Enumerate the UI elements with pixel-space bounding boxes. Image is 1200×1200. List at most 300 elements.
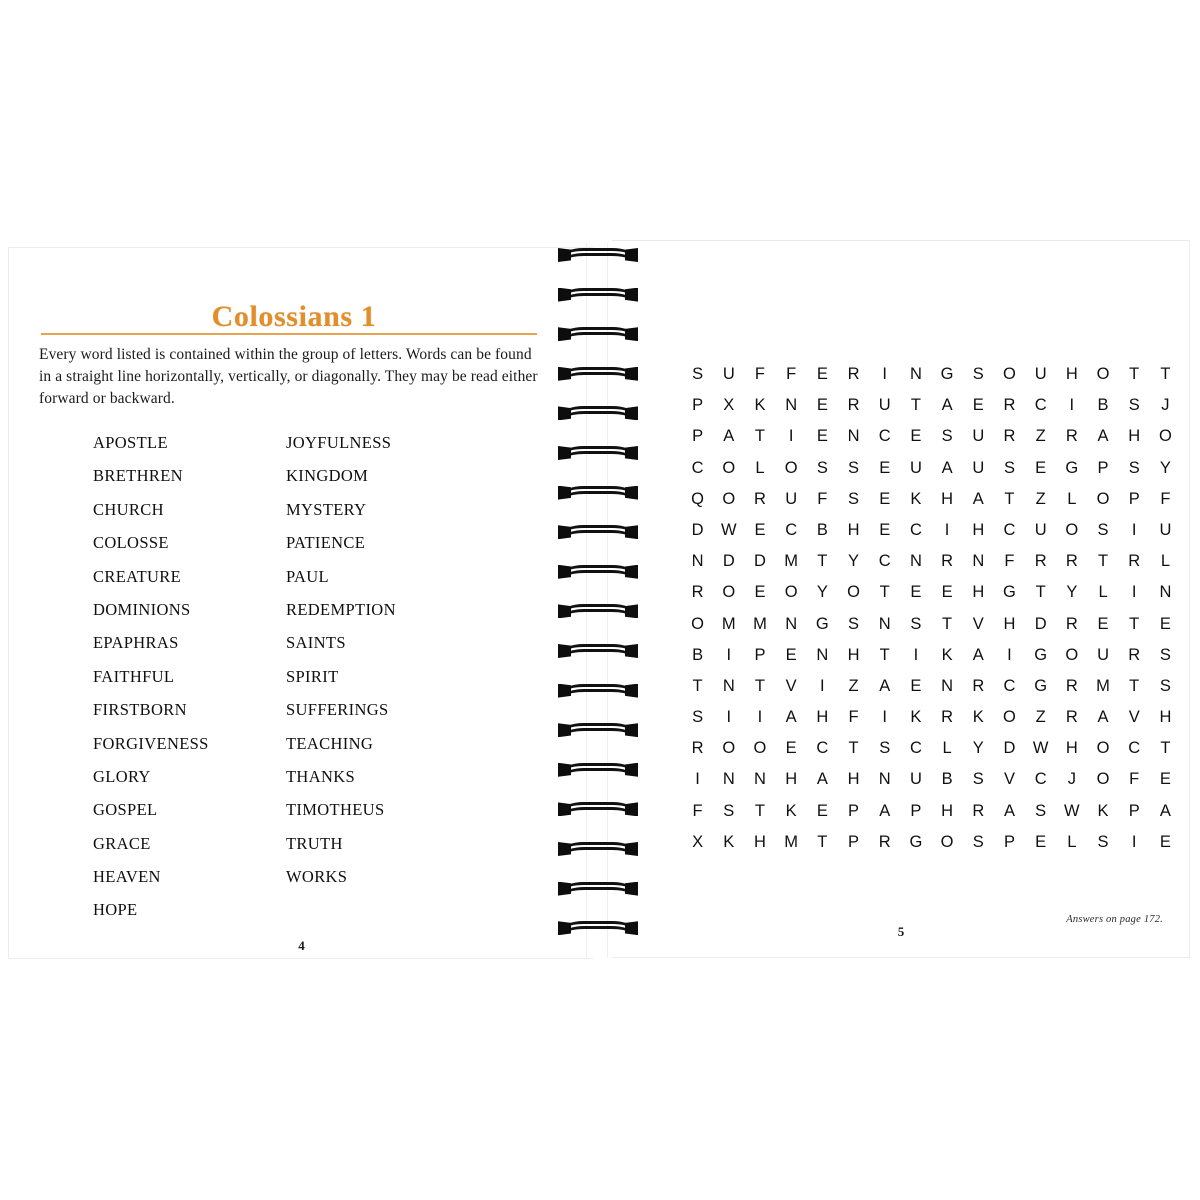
letter-grid-cell: A bbox=[879, 676, 891, 695]
letter-grid-cell: I bbox=[1069, 396, 1075, 415]
letter-grid-cell: I bbox=[1131, 583, 1137, 602]
letter-grid-cell: C bbox=[691, 458, 704, 477]
letter-grid-cell: O bbox=[940, 832, 954, 851]
coil-wire-inner bbox=[565, 530, 631, 543]
letter-grid-cell: S bbox=[972, 832, 984, 851]
letter-grid-cell: T bbox=[1160, 365, 1171, 383]
letter-grid-row bbox=[682, 453, 1181, 484]
letter-grid-cell: F bbox=[817, 489, 828, 508]
right-page bbox=[612, 240, 1190, 958]
letter-grid-cell: T bbox=[1129, 365, 1140, 383]
coil-end-left bbox=[558, 525, 571, 539]
coil-end-left bbox=[558, 604, 571, 618]
letter-grid-cell: N bbox=[722, 676, 735, 695]
letter-grid-cell: K bbox=[941, 645, 953, 664]
letter-grid-cell: S bbox=[848, 614, 860, 633]
word-list-item: HEAVEN bbox=[93, 867, 161, 887]
letter-grid-cell: R bbox=[1128, 645, 1141, 664]
letter-grid-cell: C bbox=[1003, 676, 1016, 695]
letter-grid-cell: C bbox=[909, 520, 922, 539]
word-list-item: TEACHING bbox=[286, 733, 374, 753]
coil-end-right bbox=[625, 565, 638, 579]
coil-end-right bbox=[625, 684, 638, 698]
coil-end-right bbox=[625, 248, 638, 262]
letter-grid-row bbox=[682, 671, 1181, 702]
letter-grid-cell: N bbox=[1159, 583, 1172, 602]
coil-end-right bbox=[625, 763, 638, 777]
spiral-coil bbox=[556, 445, 640, 467]
coil-end-right bbox=[625, 525, 638, 539]
spiral-coil bbox=[556, 762, 640, 784]
spiral-coil bbox=[556, 920, 640, 942]
letter-grid-cell: R bbox=[691, 739, 704, 758]
spiral-binding bbox=[556, 243, 646, 958]
spiral-coil bbox=[556, 326, 640, 348]
coil-wire-inner bbox=[565, 332, 631, 345]
coil-wire-inner bbox=[565, 609, 631, 622]
letter-grid-cell: I bbox=[726, 645, 732, 664]
coil-end-right bbox=[625, 367, 638, 381]
letter-grid-cell: T bbox=[848, 739, 859, 758]
letter-grid-cell: R bbox=[941, 552, 954, 571]
letter-grid-cell: A bbox=[879, 801, 891, 820]
coil-wire-inner bbox=[565, 768, 631, 781]
coil-end-left bbox=[558, 446, 571, 460]
letter-grid-cell: B bbox=[1097, 396, 1109, 415]
letter-grid-cell: Q bbox=[691, 489, 705, 508]
letter-grid-cell: A bbox=[972, 489, 984, 508]
letter-grid-cell: T bbox=[1129, 614, 1140, 633]
letter-grid-cell: H bbox=[1159, 708, 1172, 727]
letter-grid-cell: P bbox=[1097, 458, 1109, 477]
letter-grid-cell: O bbox=[722, 489, 736, 508]
letter-grid-cell: O bbox=[722, 583, 736, 602]
coil-end-right bbox=[625, 446, 638, 460]
letter-grid-cell: Z bbox=[1035, 489, 1046, 508]
letter-grid-cell: C bbox=[1034, 770, 1047, 789]
letter-grid-cell: C bbox=[785, 520, 798, 539]
letter-grid-cell: U bbox=[1034, 365, 1047, 383]
word-list-item: PAUL bbox=[286, 566, 329, 586]
letter-grid-cell: Z bbox=[848, 676, 859, 695]
word-list-item: CHURCH bbox=[93, 499, 164, 519]
letter-grid-cell: H bbox=[972, 583, 985, 602]
letter-grid-cell: S bbox=[972, 365, 984, 383]
letter-grid-cell: F bbox=[848, 708, 859, 727]
letter-grid-cell: G bbox=[1003, 583, 1016, 602]
letter-grid-cell: T bbox=[942, 614, 953, 633]
letter-grid-cell: K bbox=[972, 708, 984, 727]
letter-grid-cell: O bbox=[784, 583, 798, 602]
letter-grid-cell: E bbox=[879, 458, 891, 477]
letter-grid-cell: D bbox=[691, 520, 704, 539]
letter-grid-cell: C bbox=[1003, 520, 1016, 539]
coil-end-right bbox=[625, 882, 638, 896]
letter-grid-cell: N bbox=[754, 770, 766, 789]
coil-wire-inner bbox=[565, 491, 631, 504]
letter-grid-cell: O bbox=[691, 614, 705, 633]
letter-grid-cell: H bbox=[1065, 739, 1078, 758]
letter-grid-cell: L bbox=[942, 739, 952, 758]
letter-grid-cell: S bbox=[723, 801, 735, 820]
coil-end-right bbox=[625, 723, 638, 737]
coil-end-right bbox=[625, 842, 638, 856]
letter-grid-cell: L bbox=[1067, 489, 1077, 508]
letter-grid-row bbox=[682, 702, 1181, 733]
letter-grid-cell: H bbox=[847, 645, 860, 664]
letter-grid-cell: E bbox=[941, 583, 953, 602]
letter-grid-cell: T bbox=[817, 832, 828, 851]
letter-grid-cell: L bbox=[1098, 583, 1108, 602]
letter-grid-cell: F bbox=[1129, 770, 1140, 789]
letter-grid-cell: D bbox=[722, 552, 735, 571]
letter-grid-cell: E bbox=[1159, 832, 1171, 851]
spiral-coil bbox=[556, 247, 640, 269]
letter-grid-row bbox=[682, 421, 1181, 452]
letter-grid-cell: P bbox=[910, 801, 922, 820]
letter-grid-cell: U bbox=[909, 770, 922, 789]
letter-grid-cell: K bbox=[910, 489, 922, 508]
letter-grid-cell: E bbox=[910, 583, 922, 602]
letter-grid-cell: S bbox=[848, 489, 860, 508]
coil-end-right bbox=[625, 604, 638, 618]
coil-end-right bbox=[625, 327, 638, 341]
letter-grid-cell: R bbox=[941, 708, 954, 727]
spiral-coil bbox=[556, 485, 640, 507]
letter-grid-cell: E bbox=[754, 583, 766, 602]
letter-grid-cell: I bbox=[820, 676, 825, 695]
letter-grid-cell: S bbox=[1128, 396, 1140, 415]
letter-grid-cell: S bbox=[1097, 832, 1109, 851]
letter-grid-cell: S bbox=[1159, 676, 1171, 695]
letter-grid-row bbox=[682, 827, 1181, 858]
coil-end-right bbox=[625, 921, 638, 935]
coil-end-left bbox=[558, 802, 571, 816]
letter-grid-cell: K bbox=[723, 832, 735, 851]
letter-grid-cell: P bbox=[848, 832, 860, 851]
letter-grid-cell: O bbox=[1065, 520, 1079, 539]
letter-grid-cell: G bbox=[815, 614, 829, 633]
letter-grid-cell: R bbox=[1065, 708, 1078, 727]
letter-grid-cell: G bbox=[909, 832, 923, 851]
letter-grid-cell: B bbox=[692, 645, 704, 664]
letter-grid-cell: A bbox=[941, 458, 953, 477]
letter-grid-cell: R bbox=[1065, 552, 1078, 571]
letter-grid-cell: N bbox=[909, 552, 922, 571]
letter-grid-cell: S bbox=[1097, 520, 1109, 539]
letter-grid-cell: S bbox=[879, 739, 891, 758]
coil-wire-inner bbox=[565, 293, 631, 306]
letter-grid-cell: O bbox=[1003, 365, 1016, 383]
letter-grid-cell: E bbox=[816, 427, 828, 446]
letter-grid-cell: U bbox=[972, 458, 985, 477]
coil-end-left bbox=[558, 723, 571, 737]
letter-grid-cell: S bbox=[816, 458, 828, 477]
letter-grid-cell: E bbox=[754, 520, 766, 539]
letter-grid-cell: D bbox=[1003, 739, 1016, 758]
letter-grid-cell: T bbox=[1129, 676, 1140, 695]
letter-grid-cell: I bbox=[1131, 520, 1137, 539]
letter-grid-cell: H bbox=[847, 520, 860, 539]
coil-wire-inner bbox=[565, 372, 631, 385]
letter-grid-cell: N bbox=[941, 676, 954, 695]
letter-grid-cell: E bbox=[879, 489, 891, 508]
letter-grid-row bbox=[682, 359, 1181, 390]
letter-grid-cell: N bbox=[878, 770, 891, 789]
word-list-item: JOYFULNESS bbox=[286, 433, 392, 452]
letter-grid-cell: S bbox=[1003, 458, 1015, 477]
letter-grid-cell: K bbox=[754, 396, 766, 415]
letter-grid-cell: T bbox=[1097, 552, 1109, 571]
letter-grid-cell: H bbox=[941, 489, 954, 508]
letter-grid-cell: W bbox=[1032, 739, 1049, 758]
letter-grid-cell: P bbox=[1003, 832, 1015, 851]
letter-grid-cell: I bbox=[1131, 832, 1137, 851]
letter-grid-cell: E bbox=[1035, 832, 1047, 851]
letter-grid-cell: V bbox=[972, 614, 984, 633]
spiral-coil bbox=[556, 841, 640, 863]
letter-grid-cell: P bbox=[692, 396, 704, 415]
letter-grid-cell: I bbox=[913, 645, 919, 664]
letter-grid-cell: B bbox=[816, 520, 828, 539]
letter-grid-cell: N bbox=[691, 552, 704, 571]
letter-grid-cell: S bbox=[848, 458, 860, 477]
letter-grid-cell: R bbox=[878, 832, 891, 851]
letter-grid-cell: R bbox=[1065, 676, 1078, 695]
letter-grid-cell: H bbox=[785, 770, 798, 789]
letter-grid-cell: F bbox=[692, 801, 703, 820]
word-list-item: PATIENCE bbox=[286, 533, 366, 553]
letter-grid-cell: A bbox=[816, 770, 828, 789]
word-list-item: COLOSSE bbox=[93, 533, 169, 553]
letter-grid-cell: I bbox=[788, 427, 794, 446]
coil-end-left bbox=[558, 486, 571, 500]
letter-grid-cell: D bbox=[1034, 614, 1047, 633]
letter-grid-cell: E bbox=[816, 801, 828, 820]
letter-grid-cell: K bbox=[785, 801, 797, 820]
letter-grid-cell: U bbox=[1097, 645, 1109, 664]
letter-grid-cell: Y bbox=[1159, 458, 1171, 477]
word-list-item: KINGDOM bbox=[286, 466, 369, 486]
instructions-text: Every word listed is contained within the group of letters. Words can be found in a straight line horizontally, vertically, or diagonally. They may be read either forward or backward. bbox=[39, 346, 538, 407]
letter-grid-cell: I bbox=[944, 520, 950, 539]
letter-grid-cell: E bbox=[879, 520, 891, 539]
coil-wire-inner bbox=[565, 847, 631, 860]
letter-grid-cell: N bbox=[972, 552, 985, 571]
word-list-item: HOPE bbox=[93, 900, 138, 920]
letter-grid-cell: P bbox=[1128, 801, 1140, 820]
letter-grid-cell: M bbox=[784, 552, 799, 571]
coil-wire-inner bbox=[565, 411, 631, 424]
letter-grid-cell: F bbox=[786, 365, 797, 383]
coil-end-left bbox=[558, 644, 571, 658]
spiral-coil bbox=[556, 405, 640, 427]
letter-grid-cell: T bbox=[754, 676, 766, 695]
coil-end-right bbox=[625, 802, 638, 816]
letter-grid-cell: V bbox=[1003, 770, 1015, 789]
letter-grid-cell: I bbox=[757, 708, 763, 727]
letter-grid-cell: R bbox=[847, 365, 860, 383]
letter-grid-cell: S bbox=[972, 770, 984, 789]
letter-grid-cell: T bbox=[879, 583, 890, 602]
word-list-item: MYSTERY bbox=[286, 499, 367, 519]
word-list-item: GOSPEL bbox=[93, 800, 158, 820]
letter-grid-cell: E bbox=[1159, 614, 1171, 633]
letter-grid-cell: U bbox=[1159, 520, 1172, 539]
letter-grid-cell: A bbox=[941, 396, 953, 415]
letter-grid-cell: Y bbox=[816, 583, 828, 602]
spiral-coil bbox=[556, 366, 640, 388]
coil-end-left bbox=[558, 288, 571, 302]
word-list-item: CREATURE bbox=[93, 566, 182, 586]
letter-grid-cell: O bbox=[1096, 739, 1110, 758]
letter-grid-cell: R bbox=[972, 801, 985, 820]
letter-grid-cell: M bbox=[784, 832, 799, 851]
spiral-coil bbox=[556, 603, 640, 625]
letter-grid-cell: T bbox=[1160, 739, 1171, 758]
letter-grid-cell: R bbox=[1003, 427, 1016, 446]
letter-grid-cell: T bbox=[754, 801, 766, 820]
letter-grid-cell: T bbox=[1035, 583, 1046, 602]
letter-grid-cell: S bbox=[910, 614, 922, 633]
spiral-coil bbox=[556, 287, 640, 309]
letter-grid-cell: C bbox=[878, 427, 891, 446]
letter-grid-cell: H bbox=[972, 520, 985, 539]
letter-grid-cell: H bbox=[941, 801, 954, 820]
letter-grid-cell: N bbox=[878, 614, 891, 633]
coil-wire-inner bbox=[565, 926, 631, 939]
letter-grid-cell: A bbox=[785, 708, 797, 727]
coil-end-right bbox=[625, 486, 638, 500]
word-list-item: BRETHREN bbox=[93, 466, 183, 486]
letter-grid-cell: F bbox=[1160, 489, 1171, 508]
coil-wire-inner bbox=[565, 570, 631, 583]
letter-grid-cell: C bbox=[909, 739, 922, 758]
letter-grid-cell: G bbox=[1065, 458, 1079, 477]
left-page-number: 4 bbox=[298, 938, 305, 953]
word-list-item: EPAPHRAS bbox=[93, 633, 179, 653]
letter-grid-cell: S bbox=[1159, 645, 1171, 664]
coil-end-left bbox=[558, 248, 571, 262]
coil-end-left bbox=[558, 367, 571, 381]
letter-grid-cell: P bbox=[848, 801, 860, 820]
letter-grid-row bbox=[682, 484, 1181, 515]
letter-grid-cell: N bbox=[722, 770, 735, 789]
letter-grid-cell: S bbox=[692, 365, 704, 383]
letter-grid-cell: U bbox=[722, 365, 735, 383]
word-list-item: TRUTH bbox=[286, 833, 343, 853]
letter-grid-cell: I bbox=[882, 708, 888, 727]
letter-grid-cell: F bbox=[1004, 552, 1015, 571]
letter-grid-row bbox=[682, 515, 1181, 546]
letter-grid-cell: J bbox=[1067, 770, 1076, 789]
letter-grid bbox=[682, 359, 1181, 858]
letter-grid-cell: O bbox=[722, 458, 736, 477]
spiral-coil bbox=[556, 683, 640, 705]
coil-wire-inner bbox=[565, 807, 631, 820]
letter-grid-cell: M bbox=[753, 614, 767, 633]
word-list-item: GRACE bbox=[93, 833, 151, 853]
letter-grid-cell: T bbox=[910, 396, 921, 415]
letter-grid-row bbox=[682, 390, 1181, 421]
letter-grid-cell: G bbox=[1034, 645, 1048, 664]
letter-grid-row bbox=[682, 609, 1181, 640]
letter-grid-cell: E bbox=[785, 645, 797, 664]
letter-grid-cell: I bbox=[882, 365, 888, 383]
letter-grid-cell: E bbox=[910, 427, 922, 446]
word-list-item: FORGIVENESS bbox=[93, 733, 209, 753]
word-list-item: FIRSTBORN bbox=[93, 700, 187, 720]
letter-grid-row bbox=[682, 796, 1181, 827]
letter-grid-cell: P bbox=[1128, 489, 1140, 508]
letter-grid-cell: A bbox=[1097, 427, 1109, 446]
coil-wire-inner bbox=[565, 887, 631, 900]
letter-grid-cell: H bbox=[1128, 427, 1141, 446]
letter-grid-cell: A bbox=[1097, 708, 1109, 727]
coil-wire-inner bbox=[565, 728, 631, 741]
letter-grid-cell: S bbox=[1128, 458, 1140, 477]
letter-grid-cell: L bbox=[755, 458, 765, 477]
letter-grid-cell: U bbox=[909, 458, 922, 477]
letter-grid-cell: J bbox=[1161, 396, 1170, 415]
coil-end-right bbox=[625, 288, 638, 302]
letter-grid-cell: T bbox=[754, 427, 766, 446]
letter-grid-cell: B bbox=[941, 770, 953, 789]
letter-grid-cell: N bbox=[909, 365, 922, 383]
letter-grid-cell: T bbox=[1004, 489, 1015, 508]
word-list-item: SPIRIT bbox=[286, 666, 339, 686]
letter-grid-row bbox=[682, 733, 1181, 764]
word-list-item: DOMINIONS bbox=[93, 599, 191, 619]
letter-grid-row bbox=[682, 546, 1181, 577]
coil-end-left bbox=[558, 565, 571, 579]
word-list-item: TIMOTHEUS bbox=[286, 800, 385, 820]
coil-wire-inner bbox=[565, 253, 631, 266]
letter-grid-cell: E bbox=[1035, 458, 1047, 477]
letter-grid-cell: P bbox=[754, 645, 766, 664]
letter-grid-cell: O bbox=[784, 458, 798, 477]
letter-grid-cell: X bbox=[723, 396, 735, 415]
letter-grid-cell: E bbox=[816, 396, 828, 415]
spiral-coil bbox=[556, 722, 640, 744]
coil-end-left bbox=[558, 327, 571, 341]
right-page-number: 5 bbox=[897, 924, 905, 939]
letter-grid-cell: R bbox=[1003, 396, 1016, 415]
letter-grid-cell: S bbox=[941, 427, 953, 446]
letter-grid-cell: U bbox=[878, 396, 891, 415]
coil-wire-inner bbox=[565, 649, 631, 662]
letter-grid-cell: N bbox=[785, 396, 798, 415]
word-list-item: APOSTLE bbox=[93, 433, 168, 452]
left-page bbox=[8, 247, 593, 959]
letter-grid-cell: V bbox=[1128, 708, 1140, 727]
coil-end-right bbox=[625, 406, 638, 420]
letter-grid-cell: T bbox=[692, 676, 703, 695]
letter-grid-cell: F bbox=[754, 365, 766, 383]
letter-grid-cell: O bbox=[1096, 365, 1110, 383]
letter-grid-cell: O bbox=[847, 583, 860, 602]
answers-note: Answers on page 172. bbox=[1066, 914, 1163, 925]
letter-grid-cell: O bbox=[753, 739, 767, 758]
letter-grid-cell: S bbox=[692, 708, 704, 727]
page-title: Colossians 1 bbox=[211, 300, 377, 333]
letter-grid-cell: Y bbox=[1066, 583, 1078, 602]
letter-grid-cell: D bbox=[754, 552, 766, 571]
spiral-coil bbox=[556, 881, 640, 903]
letter-grid-cell: R bbox=[754, 489, 766, 508]
word-list-item: THANKS bbox=[286, 766, 356, 786]
coil-end-left bbox=[558, 763, 571, 777]
